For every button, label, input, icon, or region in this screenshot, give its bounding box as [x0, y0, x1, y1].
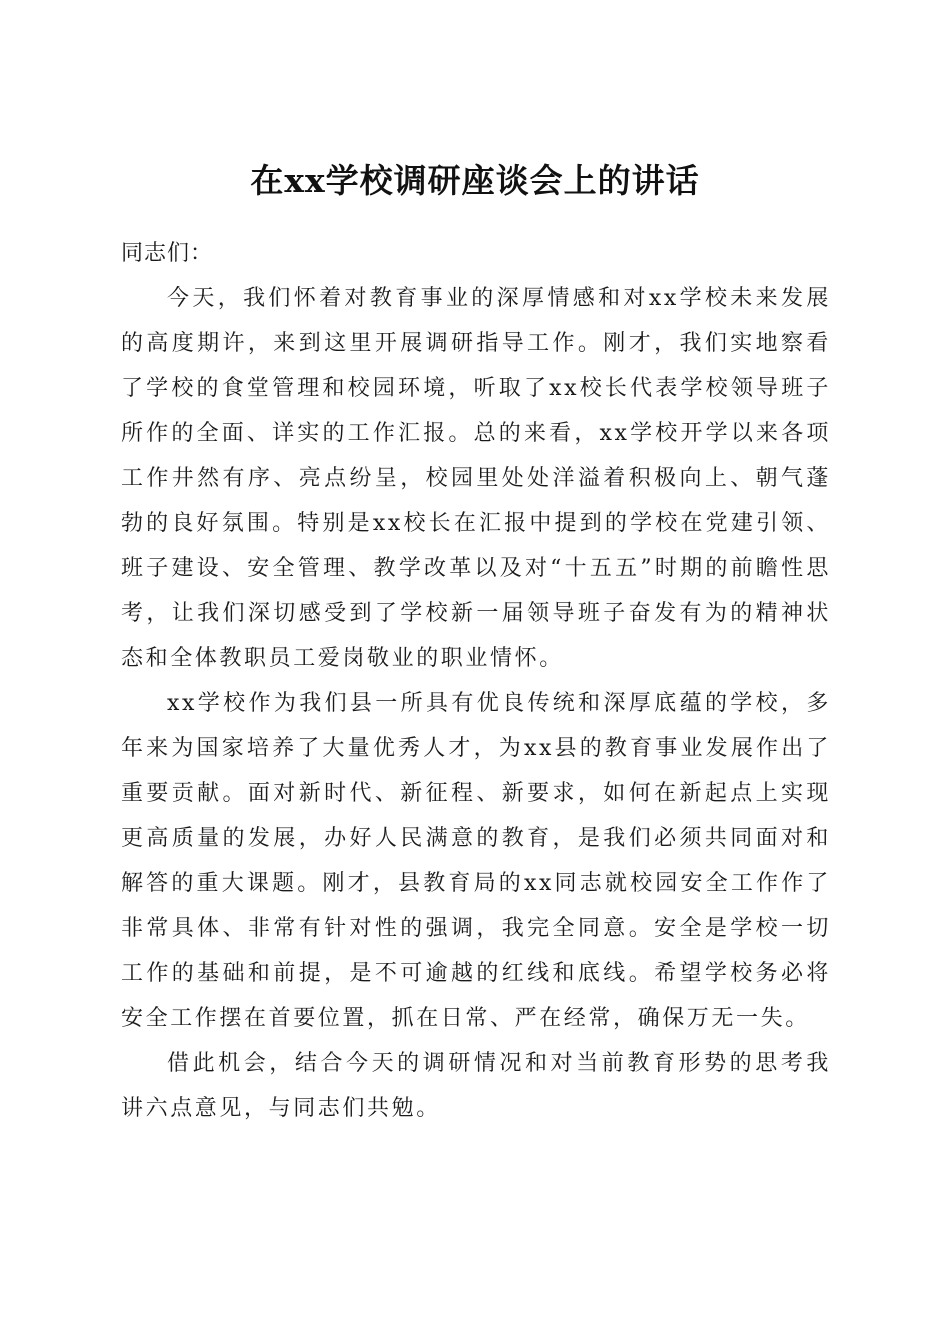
salutation: 同志们：: [121, 241, 214, 266]
document-title: 在xx学校调研座谈会上的讲话: [250, 161, 700, 201]
document-body: [121, 231, 831, 1131]
paragraph-3: 借此机会，结合今天的调研情况和对当前教育形势的思考我讲六点意见，与同志们共勉。: [121, 1051, 831, 1121]
paragraph-1: 今天，我们怀着对教育事业的深厚情感和对xx学校未来发展的高度期许，来到这里开展调研指导工作。刚才，我们实地察看了学校的食堂管理和校园环境，听取了xx校长代表学校领导班子所作的全面、详实的工作汇报。总的来看，xx学校开学以来各项工作井然有序、亮点纷呈，校园里处处洋溢着积极向上、朝气蓬勃的良好氛围。特别是xx校长在汇报中提到的学校在党建引领、班子建设、安全管理、教学改革以及对“十五五”时期的前瞻性思考，让我们深切感受到了学校新一届领导班子奋发有为的精神状态和全体教职员工爱岗敬业的职业情怀。: [121, 286, 831, 671]
paragraph-2: xx学校作为我们县一所具有优良传统和深厚底蕴的学校，多年来为国家培养了大量优秀人才，为xx县的教育事业发展作出了重要贡献。面对新时代、新征程、新要求，如何在新起点上实现更高质量的发展，办好人民满意的教育，是我们必须共同面对和解答的重大课题。刚才，县教育局的xx同志就校园安全工作作了非常具体、非常有针对性的强调，我完全同意。安全是学校一切工作的基础和前提，是不可逾越的红线和底线。希望学校务必将安全工作摆在首要位置，抓在日常、严在经常，确保万无一失。: [121, 691, 831, 1031]
